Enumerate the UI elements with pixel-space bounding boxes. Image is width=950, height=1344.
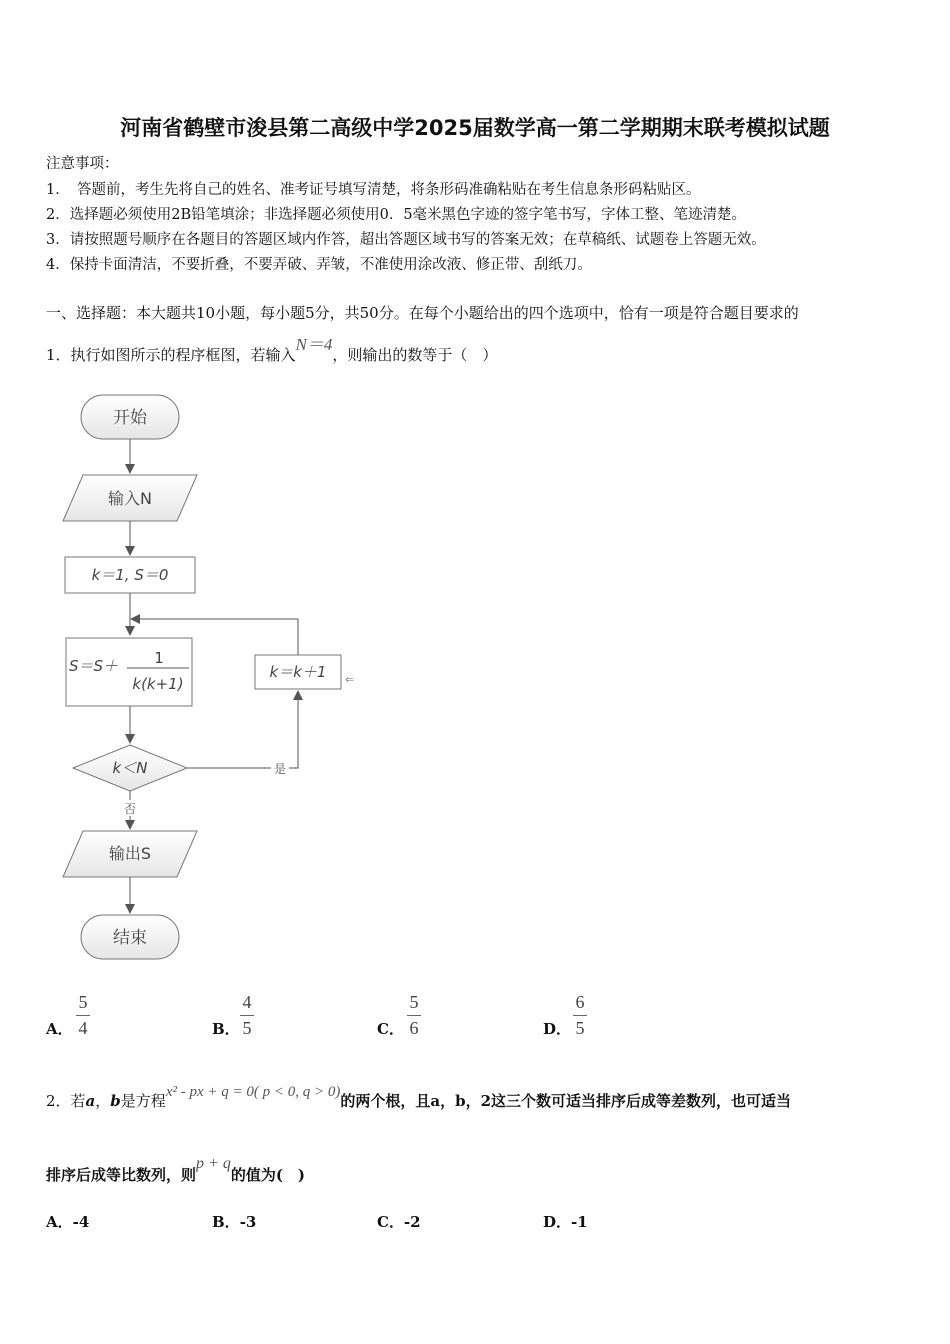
q1-math: N＝4 (295, 335, 333, 354)
q2-option-b[interactable] (212, 1211, 256, 1232)
q2-is-root: 是方程 (120, 1092, 166, 1110)
flow-yes-line (187, 695, 298, 768)
option-value: -1 (571, 1213, 588, 1231)
flow-condition-label: k＜N (112, 759, 148, 777)
q2-prefix: 2．若 (46, 1092, 86, 1110)
flow-yes-label: 是 (273, 762, 287, 776)
q1-prefix: 1．执行如图所示的程序框图，若输入 (46, 346, 296, 364)
frac-bar (573, 1015, 587, 1016)
frac-den: 5 (242, 1018, 252, 1038)
flow-output-label: 输出S (108, 844, 152, 863)
notice-item-3: 3．请按照题号顺序在各题目的答题区域内作答，超出答题区域书写的答案无效；在草稿纸、试题卷上答题无效。 (46, 232, 766, 248)
flow-init-label: k＝1, S＝0 (91, 566, 169, 584)
q2-var-a: a (85, 1092, 96, 1110)
flow-input-label: 输入N (108, 489, 152, 508)
frac-den: 6 (409, 1018, 419, 1038)
option-value: -2 (403, 1213, 421, 1231)
q1-option-b-fraction[interactable] (240, 992, 254, 1039)
q1-option-a-letter[interactable]: A． (46, 1020, 73, 1038)
q2-option-c[interactable] (377, 1211, 421, 1232)
q2-line1-suffix: 的两个根，且a，b，2这三个数可适当排序后成等差数列，也可适当 (340, 1092, 792, 1110)
frac-bar (407, 1015, 421, 1016)
flow-increment-label: k＝k＋1 (269, 663, 327, 681)
flow-start-label: 开始 (113, 408, 147, 428)
q1-option-d-letter[interactable]: D． (543, 1020, 572, 1038)
q2-option-d[interactable] (543, 1211, 588, 1232)
option-letter: A． (46, 1213, 73, 1231)
q2-option-a[interactable] (46, 1211, 89, 1232)
q1-stem (46, 335, 498, 365)
frac-num: 5 (78, 992, 88, 1012)
option-value: -3 (239, 1213, 257, 1231)
q1-suffix: ，则输出的数等于（ ） (332, 346, 498, 364)
notice-heading: 注意事项： (46, 156, 119, 172)
frac-bar (76, 1015, 90, 1016)
section-heading: 一、选择题：本大题共10小题，每小题5分，共50分。在每个小题给出的四个选项中，恰有一项是符合题目要求的 (46, 304, 799, 322)
q2-line2 (46, 1155, 306, 1185)
q2-line2-suffix: 的值为( ) (230, 1166, 306, 1184)
flowchart (55, 385, 375, 975)
q2-equation: x² - px + q = 0( p < 0, q > 0) (165, 1084, 341, 1100)
frac-bar (240, 1015, 254, 1016)
q1-option-c-fraction[interactable] (407, 992, 421, 1039)
flow-process-num: 1 (154, 649, 164, 667)
flow-process-left: S＝S＋ (69, 657, 119, 675)
flow-process-den: k(k+1) (132, 675, 184, 693)
frac-den: 4 (78, 1018, 88, 1038)
page-title: 河南省鹤壁市浚县第二高级中学2025届数学高一第二学期期末联考模拟试题 (120, 116, 830, 140)
q1-option-a-fraction[interactable] (76, 992, 90, 1039)
q2-expr: p + q (196, 1155, 231, 1172)
flow-no-label: 否 (123, 802, 137, 816)
q2-sep: ， (95, 1092, 111, 1110)
q2-line2-prefix: 排序后成等比数列，则 (46, 1166, 197, 1184)
option-value: -4 (72, 1213, 90, 1231)
frac-num: 5 (409, 992, 419, 1012)
notice-item-4: 4．保持卡面清洁，不要折叠，不要弄破、弄皱，不准使用涂改液、修正带、刮纸刀。 (46, 257, 592, 273)
q1-option-c-letter[interactable]: C． (377, 1020, 404, 1038)
frac-den: 5 (575, 1018, 585, 1038)
flow-end-label: 结束 (113, 928, 147, 948)
option-letter: D． (543, 1213, 572, 1231)
notice-item-2: 2．选择题必须使用2B铅笔填涂；非选择题必须使用0．5毫米黑色字迹的签字笔书写，字体工整、笔迹清楚。 (46, 207, 747, 223)
notice-item-1: 1． 答题前，考生先将自己的姓名、准考证号填写清楚，将条形码准确粘贴在考生信息条形码粘贴区。 (46, 182, 701, 198)
return-mark-icon: ⇐ (345, 673, 355, 686)
frac-num: 6 (575, 992, 585, 1012)
q2-var-b: b (110, 1092, 121, 1110)
q1-option-b-letter[interactable]: B． (212, 1020, 240, 1038)
frac-num: 4 (242, 992, 252, 1012)
option-letter: C． (377, 1213, 404, 1231)
q1-option-d-fraction[interactable] (573, 992, 587, 1039)
option-letter: B． (212, 1213, 240, 1231)
q2-line1 (46, 1084, 792, 1111)
